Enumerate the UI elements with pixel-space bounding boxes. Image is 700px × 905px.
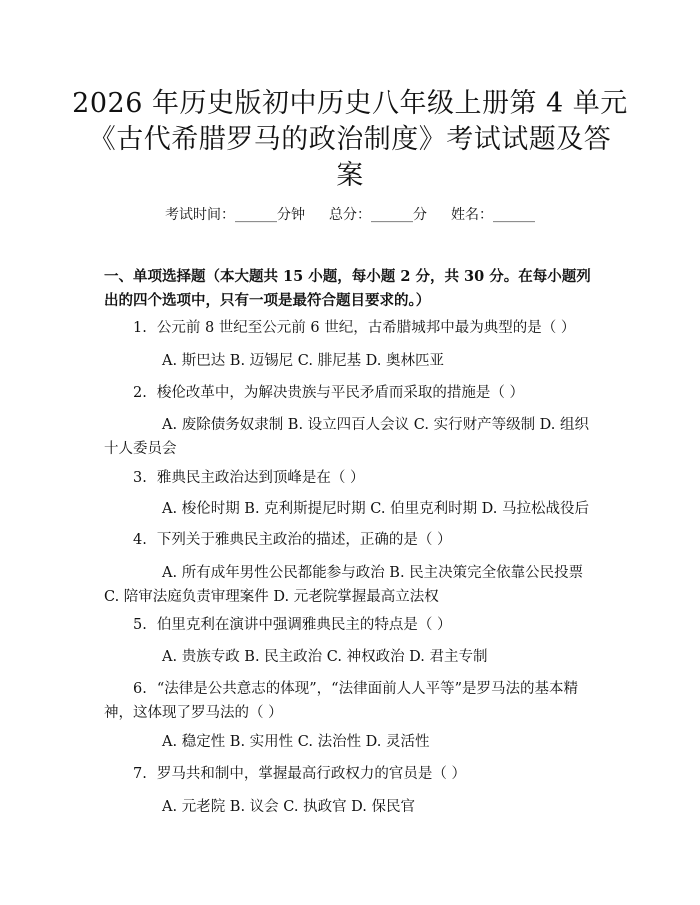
question-number: 7. bbox=[133, 766, 147, 782]
exam-time-field: 考试时间：______分钟 bbox=[165, 207, 305, 223]
question-text: 伯里克利在演讲中强调雅典民主的特点是（ ） bbox=[156, 617, 452, 633]
question-number: 1. bbox=[133, 320, 147, 336]
title-line-3: 案 bbox=[336, 160, 364, 191]
question-text: 罗马共和制中，掌握最高行政权力的官员是（ ） bbox=[156, 766, 466, 782]
title-line-1: 2026 年历史版初中历史八年级上册第 4 单元 bbox=[72, 88, 628, 119]
question-2-options: A. 废除债务奴隶制 B. 设立四百人会议 C. 实行财产等级制 D. 组织十人委员会 bbox=[104, 417, 590, 457]
question-number: 5. bbox=[133, 617, 147, 633]
question-6-options: A. 稳定性 B. 实用性 C. 法治性 D. 灵活性 bbox=[162, 734, 430, 750]
question-text: 公元前 8 世纪至公元前 6 世纪，古希腊城邦中最为典型的是（ ） bbox=[156, 320, 576, 336]
question-text: “法律是公共意志的体现”，“法律面前人人平等”是罗马法的基本精神，这体现了罗马法的（ ） bbox=[104, 681, 578, 721]
question-5-options: A. 贵族专政 B. 民主政治 C. 神权政治 D. 君主专制 bbox=[162, 649, 488, 665]
question-2 bbox=[104, 381, 600, 405]
title-line-2: 《古代希腊罗马的政治制度》考试试题及答 bbox=[88, 124, 612, 155]
question-7 bbox=[104, 762, 600, 786]
question-text: 雅典民主政治达到顶峰是在（ ） bbox=[156, 470, 365, 486]
question-number: 6. bbox=[133, 681, 147, 697]
question-3-options: A. 梭伦时期 B. 克利斯提尼时期 C. 伯里克利时期 D. 马拉松战役后 bbox=[162, 501, 590, 517]
question-1 bbox=[104, 316, 600, 340]
question-number: 2. bbox=[133, 385, 147, 401]
question-6 bbox=[104, 677, 600, 725]
question-number: 4. bbox=[133, 532, 147, 548]
question-4 bbox=[104, 528, 600, 552]
question-7-options: A. 元老院 B. 议会 C. 执政官 D. 保民官 bbox=[162, 799, 416, 815]
exam-info-line bbox=[0, 205, 700, 225]
section-header: 一、单项选择题（本大题共 15 小题，每小题 2 分，共 30 分。在每小题列出的四个选项中，只有一项是最符合题目要求的。） bbox=[104, 268, 591, 309]
total-score-field: 总分：______分 bbox=[329, 207, 427, 223]
question-1-options: A. 斯巴达 B. 迈锡尼 C. 腓尼基 D. 奥林匹亚 bbox=[162, 353, 445, 369]
student-name-field: 姓名：______ bbox=[451, 207, 535, 223]
question-text: 下列关于雅典民主政治的描述，正确的是（ ） bbox=[156, 532, 452, 548]
question-text: 梭伦改革中，为解决贵族与平民矛盾而采取的措施是（ ） bbox=[156, 385, 524, 401]
question-4-options: A. 所有成年男性公民都能参与政治 B. 民主决策完全依靠公民投票 C. 陪审法庭负责审理案件 D. 元老院掌握最高立法权 bbox=[104, 565, 584, 605]
question-5 bbox=[104, 613, 600, 637]
question-number: 3. bbox=[133, 470, 147, 486]
question-3 bbox=[104, 466, 600, 490]
